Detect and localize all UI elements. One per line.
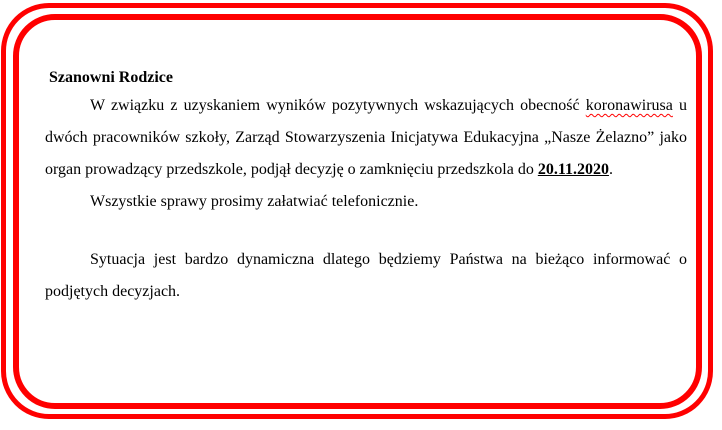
paragraph-situation-update: Sytuacja jest bardzo dynamiczna dlatego będziemy Państwa na bieżąco informować o podjętych decyzjach. [45, 251, 687, 300]
paragraph-1-part-2: u dwóch pracowników szkoły, Zarząd Stowarzyszenia Inicjatywa Edukacyjna „Nasze Żelazno” jako organ prowadzący przedszkole, podjął decyzję o zamknięciu przedszkola do [45, 97, 687, 178]
paragraph-spacer [45, 218, 687, 244]
notice-text-block [45, 66, 687, 308]
greeting: Szanowni Rodzice [49, 69, 173, 86]
paragraph-phone-contact: Wszystkie sprawy prosimy załatwiać telefonicznie. [90, 193, 419, 210]
paragraph-1-part-1: W związku z uzyskaniem wyników pozytywnych wskazujących obecność [90, 97, 586, 114]
paragraph-closure-announcement [45, 90, 687, 186]
closure-date: 20.11.2020 [537, 161, 609, 178]
paragraph-1-part-3: . [608, 161, 613, 178]
spellcheck-underlined-word: koronawirusa [585, 97, 673, 114]
